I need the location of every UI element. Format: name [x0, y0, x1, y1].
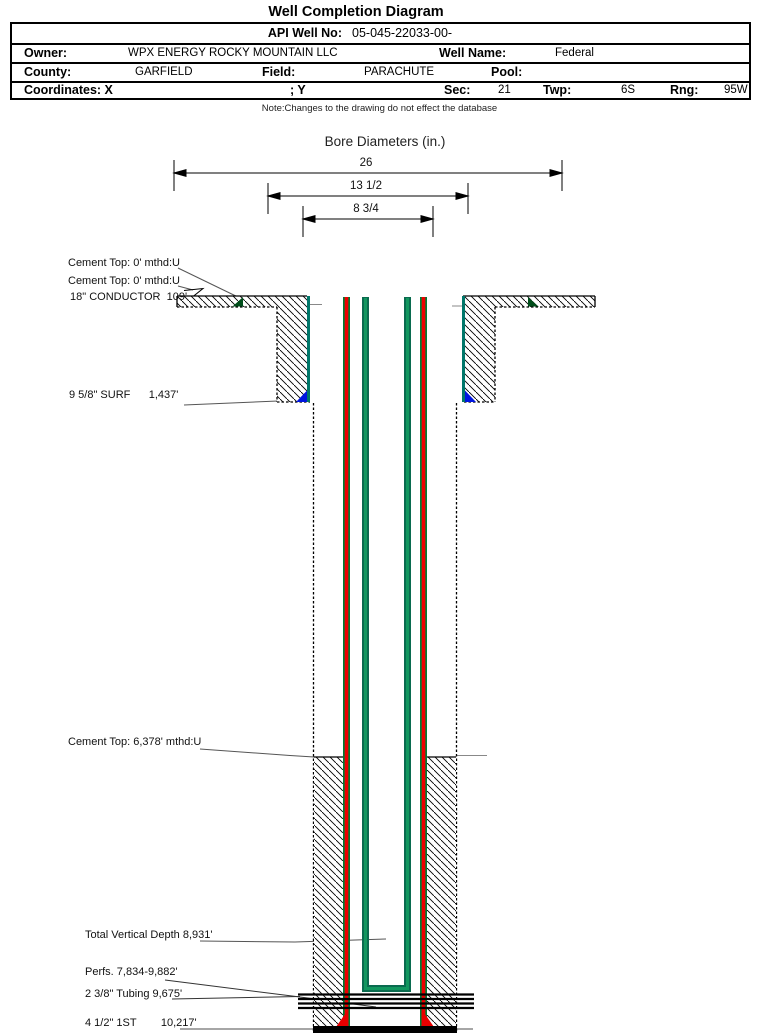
api-well-no-label: API Well No: — [267, 26, 342, 40]
well-name-value: Federal — [555, 47, 594, 59]
well-header-table — [10, 22, 751, 100]
bore-diameter-13half-label: 13 1/2 — [350, 180, 382, 192]
surface-casing-lines — [309, 296, 464, 402]
owner-value: WPX ENERGY ROCKY MOUNTAIN LLC — [128, 47, 338, 59]
sec-label: Sec: — [444, 83, 471, 97]
well-bottom-bar — [313, 1026, 457, 1033]
perforations-label: Perfs. 7,834-9,882' — [85, 966, 178, 978]
api-well-no-value: 05-045-22033-00- — [352, 26, 453, 40]
county-label: County: — [24, 65, 72, 79]
cement-top-6378-label: Cement Top: 6,378' mthd:U — [68, 736, 202, 748]
surface-casing-shoe-icons — [296, 391, 476, 403]
tubing-string — [366, 297, 408, 989]
page-title: Well Completion Diagram — [268, 4, 444, 20]
field-label: Field: — [262, 65, 296, 79]
cement-top-0-label-2: Cement Top: 0' mthd:U — [68, 275, 180, 287]
bore-diameter-26-label: 26 — [359, 157, 373, 169]
bore-diameter-dimensions — [174, 160, 562, 237]
conductor-casing-label: 18" CONDUCTOR 109' — [70, 291, 188, 303]
table-row-coordinates — [12, 81, 749, 98]
table-row-owner — [12, 43, 749, 62]
county-value: GARFIELD — [135, 66, 193, 78]
bore-diameter-8threequarter-label: 8 3/4 — [353, 203, 379, 215]
production-casing-shoe-icons — [336, 1009, 434, 1027]
twp-label: Twp: — [543, 83, 572, 97]
conductor-and-surface-cement-hatch — [177, 296, 595, 402]
sec-value: 21 — [498, 84, 511, 96]
cement-top-0-label-1: Cement Top: 0' mthd:U — [68, 257, 180, 269]
rng-value: 95W — [724, 84, 748, 96]
bore-diameters-title: Bore Diameters (in.) — [324, 134, 446, 149]
surface-casing-label: 9 5/8" SURF 1,437' — [69, 389, 179, 401]
production-casing-lines — [347, 297, 424, 1030]
well-name-label: Well Name: — [439, 46, 507, 60]
total-vertical-depth-label: Total Vertical Depth 8,931' — [85, 929, 213, 941]
twp-value: 6S — [621, 84, 636, 96]
production-casing-label: 4 1/2" 1ST 10,217' — [85, 1017, 197, 1029]
coordinates-label: Coordinates: X — [24, 83, 113, 97]
table-row-api — [12, 24, 749, 43]
tubing-label: 2 3/8" Tubing 9,675' — [85, 988, 183, 1000]
coordinates-y-label: ; Y — [290, 83, 306, 97]
database-note: Note:Changes to the drawing do not effect the database — [261, 103, 498, 114]
table-row-county — [12, 62, 749, 81]
field-value: PARACHUTE — [364, 66, 435, 78]
pool-label: Pool: — [491, 65, 523, 79]
owner-label: Owner: — [24, 46, 68, 60]
rng-label: Rng: — [670, 83, 699, 97]
